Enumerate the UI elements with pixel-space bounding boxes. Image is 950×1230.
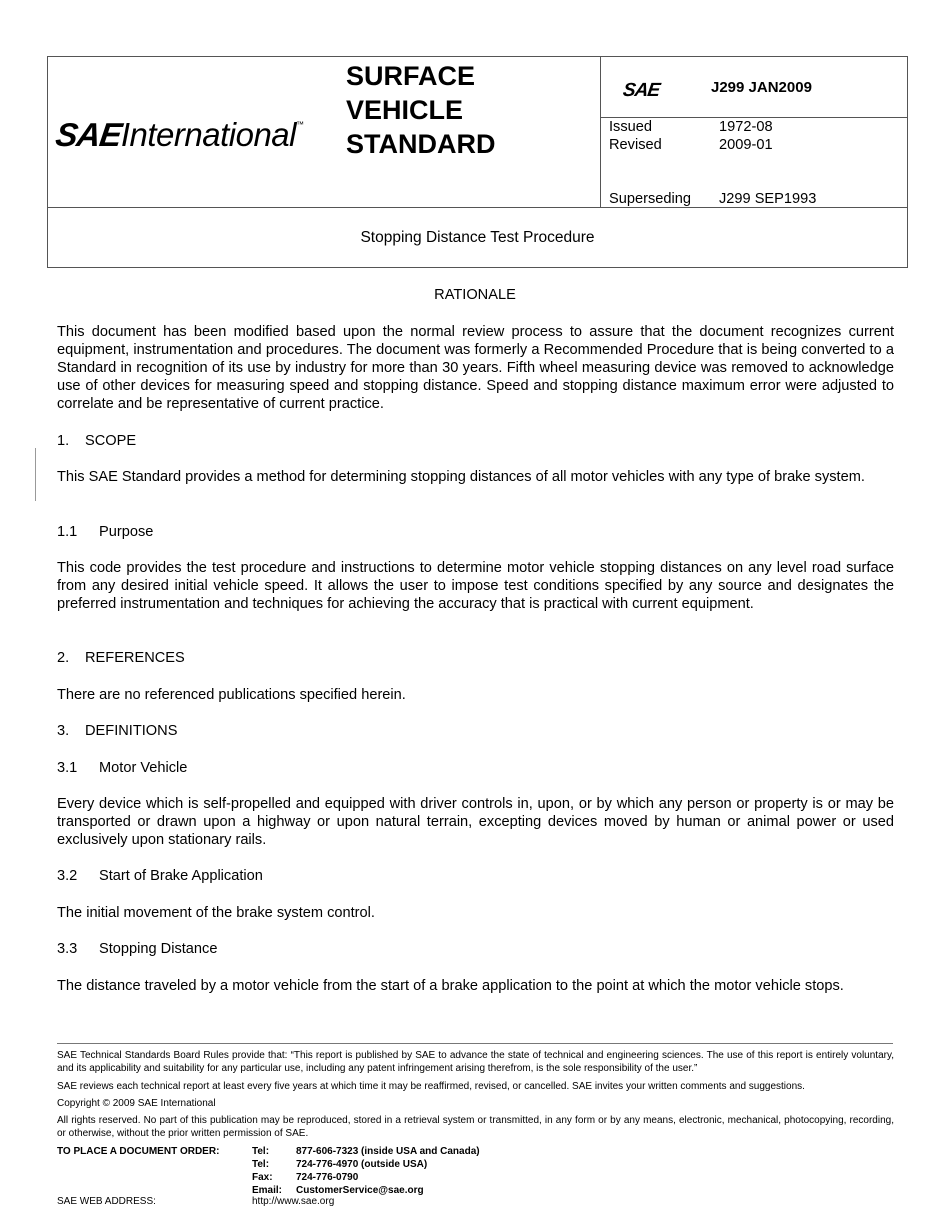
footer-rights-text: All rights reserved. No part of this publication may be reproduced, stored in a retrieval system or transmitted, in any form or by any means, electronic, mechanical, photocopying, recording, or otherwise, without the prior written permission of SAE.	[57, 1115, 894, 1139]
order-tel-1-value: 877-606-7323 (inside USA and Canada)	[296, 1146, 480, 1157]
section-number: 1.1	[57, 524, 78, 540]
section-3-2-heading	[57, 867, 263, 885]
section-title: REFERENCES	[85, 650, 185, 666]
revised-value: 2009-01	[719, 137, 773, 153]
header-divider-horizontal	[47, 207, 908, 208]
footer-copyright: Copyright © 2009 SAE International	[57, 1098, 216, 1109]
order-fax-value: 724-776-0790	[296, 1172, 359, 1183]
section-1-heading	[57, 432, 136, 450]
issued-label: Issued	[609, 119, 652, 135]
section-number: 3.1	[57, 760, 78, 776]
section-title: Stopping Distance	[99, 941, 218, 957]
small-sae-logo: SAE	[621, 80, 661, 101]
section-3-2-text: The initial movement of the brake system control.	[57, 905, 375, 921]
section-title: Start of Brake Application	[99, 868, 263, 884]
section-2-text: There are no referenced publications specified herein.	[57, 687, 406, 703]
order-fax	[252, 1171, 358, 1184]
document-number: J299 JAN2009	[711, 79, 812, 96]
superseding-value: J299 SEP1993	[719, 191, 817, 207]
order-email-label: Email:	[252, 1185, 283, 1196]
rationale-heading: RATIONALE	[434, 287, 516, 303]
issued-value: 1972-08	[719, 119, 773, 135]
rationale-text: This document has been modified based upon the normal review process to assure that the document recognizes current equipment, instrumentation and procedures. The document was formerly a Recommended Procedure that is being converted to a Standard in recognition of its use by industry for more than 30 years. Fifth wheel measuring device was removed to acknowledge use of other devices for measuring speed and stopping distance. Speed and stopping distance maximum error were adjusted to correlate and be representative of current practice.	[57, 324, 894, 412]
order-tel-1	[252, 1145, 480, 1158]
order-tel-1-label: Tel:	[252, 1146, 270, 1157]
superseding-label: Superseding	[609, 191, 691, 207]
section-1-1-heading	[57, 523, 153, 541]
order-email-value[interactable]: CustomerService@sae.org	[296, 1185, 424, 1196]
standard-type-line-3: STANDARD	[346, 129, 496, 159]
trademark-symbol: ™	[296, 120, 304, 129]
standard-type-line-1: SURFACE	[346, 61, 476, 91]
section-number: 3.2	[57, 868, 78, 884]
order-label: TO PLACE A DOCUMENT ORDER:	[57, 1146, 220, 1157]
order-fax-label: Fax:	[252, 1172, 273, 1183]
revised-label: Revised	[609, 137, 662, 153]
sae-international-logo	[53, 116, 304, 153]
section-3-3-text: The distance traveled by a motor vehicle from the start of a brake application to the point at which the motor vehicle stops.	[57, 978, 844, 994]
section-title: Purpose	[99, 524, 154, 540]
section-3-1-heading	[57, 759, 187, 777]
section-3-3-heading	[57, 940, 217, 958]
footer-rule	[57, 1043, 893, 1044]
section-3-1-text: Every device which is self-propelled and equipped with driver controls in, upon, or by which any person or property is or may be transported or drawn upon a highway or upon natural terrain, excepting devices moved by human or animal power or used exclusively upon stationary rails.	[57, 796, 894, 848]
section-1-text: This SAE Standard provides a method for determining stopping distances of all motor vehicles with any type of brake system.	[57, 469, 865, 485]
standard-type	[346, 59, 496, 161]
order-tel-2-value: 724-776-4970 (outside USA)	[296, 1159, 428, 1170]
document-title: Stopping Distance Test Procedure	[360, 229, 595, 246]
header-divider-vertical	[600, 56, 601, 208]
section-title: Motor Vehicle	[99, 760, 188, 776]
section-2-heading	[57, 649, 185, 667]
header-divider-docnum	[600, 117, 908, 118]
order-tel-2	[252, 1158, 427, 1171]
footer-review-text: SAE reviews each technical report at least every five years at which time it may be reaffirmed, revised, or cancelled. SAE invites your written comments and suggestions.	[57, 1081, 805, 1092]
international-wordmark: International	[120, 116, 296, 153]
section-3-heading	[57, 722, 177, 740]
order-tel-2-label: Tel:	[252, 1159, 270, 1170]
section-title: SCOPE	[85, 433, 137, 449]
section-number: 1.	[57, 433, 70, 449]
sae-logo-mark: SAE	[53, 116, 124, 153]
standard-type-line-2: VEHICLE	[346, 95, 464, 125]
section-number: 3.3	[57, 941, 78, 957]
section-title: DEFINITIONS	[85, 723, 178, 739]
footer-rules-text: SAE Technical Standards Board Rules provide that: “This report is published by SAE to advance the state of technical and engineering sciences. The use of this report is entirely voluntary, and its applicability and suitability for any particular use, including any patent infringement arising therefrom, is the sole responsibility of the user.”	[57, 1050, 894, 1074]
section-number: 3.	[57, 723, 70, 739]
change-bar	[35, 448, 36, 501]
section-1-1-text: This code provides the test procedure and instructions to determine motor vehicle stopping distances on any level road surface from any desired initial vehicle speed. It allows the user to impose test conditions specified by any source and designates the preferred instrumentation and techniques for achieving the accuracy that is practical with current equipment.	[57, 560, 894, 612]
web-address-label: SAE WEB ADDRESS:	[57, 1196, 156, 1207]
section-number: 2.	[57, 650, 70, 666]
web-address-link[interactable]: http://www.sae.org	[252, 1196, 335, 1207]
